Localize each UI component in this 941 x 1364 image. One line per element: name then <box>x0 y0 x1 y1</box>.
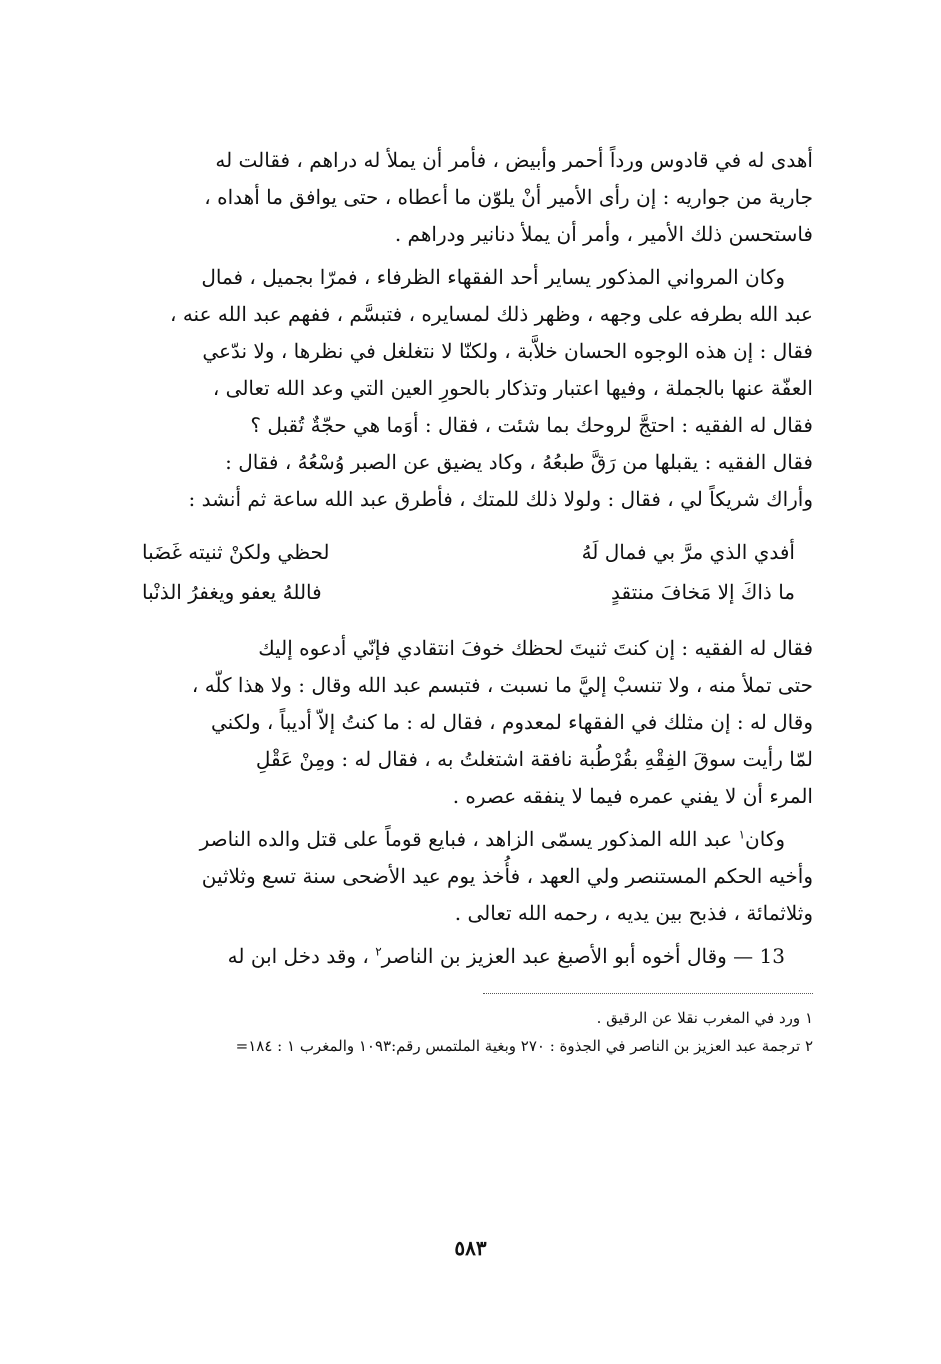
paragraph-zahid <box>108 821 813 932</box>
text-line: وأراك شريكاً لي ، فقال : ولولا ذلك للمتك ، فأطرق عبد الله ساعة ثم أنشد : <box>188 487 813 511</box>
verse-first-hemistich: أفدي الذي مرَّ بي فمال لَهُ <box>581 540 795 564</box>
text-line: عبد الله بطرفه على وجهه ، وظهر ذلك لمسايره ، فتبسَّم ، ففهم عبد الله عنه ، <box>170 302 813 326</box>
paragraph-marwani <box>108 259 813 518</box>
footnote: ٢ ترجمة عبد العزيز بن الناصر في الجذوة : ٢٧٠ وبغية الملتمس رقم:١٠٩٣ والمغرب ١ : ١٨٤= <box>235 1037 813 1055</box>
text-line: فاستحسن ذلك الأمير ، وأمر أن يملأ دنانير ودراهم . <box>394 222 813 246</box>
text-segment: وكان <box>745 827 785 851</box>
paragraph-faqih-reply <box>108 630 813 815</box>
paragraph-gift <box>108 142 813 253</box>
text-line: حتى تملأ منه ، ولا تنسبْ إليَّ ما نسبت ، فتبسم عبد الله وقال : ولا هذا كلّه ، <box>191 673 813 697</box>
footnote-reference[interactable]: ١ <box>738 827 746 842</box>
text-line: لمّا رأيت سوقَ الفِقْهِ بقُرْطُبة نافقة اشتغلتُ به ، فقال له : ومِنْ عَقْلِ <box>255 747 813 771</box>
text-line: وثلاثمائة ، فذبح بين يديه ، رحمه الله تعالى . <box>454 901 813 925</box>
main-text <box>108 142 813 975</box>
footnotes <box>108 1004 813 1060</box>
verse-second-hemistich: فاللهُ يعفو ويغفرُ الذنْبا <box>142 580 322 604</box>
text-line: وأخيه الحكم المستنصر ولي العهد ، فأُخذ يوم عيد الأضحى سنة تسع وثلاثين <box>201 864 813 888</box>
footnote: ١ ورد في المغرب نقلا عن الرقيق . <box>596 1009 813 1027</box>
text-line: فقال له الفقيه : إن كنتَ ثنيتَ لحظك خوفَ انتقادي فإنّي أدعوه إليك <box>258 636 813 660</box>
text-line: المرء أن لا يفني عمره فيما لا ينفقه عصره . <box>452 784 813 808</box>
text-line: وكان المرواني المذكور يساير أحد الفقهاء الظرفاء ، فمرّا بجميل ، فمال <box>201 265 785 289</box>
text-segment: — وقال أخوه أبو الأصبغ عبد العزيز بن الناصر <box>381 944 760 968</box>
verse-first-hemistich: ما ذاكَ إلا مَخافَ منتقدٍ <box>611 580 795 604</box>
text-line: فقال له الفقيه : احتجَّ لروحك بما شئت ، فقال : أوَما هي حجّةٌ تُقبل ؟ <box>250 413 813 437</box>
text-segment: عبد الله المذكور يسمّى الزاهد ، فبايع قوماً على قتل والده الناصر <box>199 827 739 851</box>
poem <box>108 532 813 612</box>
verse-second-hemistich: لحظي ولكنْ ثنيته غَضَبا <box>142 540 330 564</box>
footnote-reference[interactable]: ٢ <box>375 944 382 959</box>
text-segment: ، وقد دخل ابن له <box>227 944 376 968</box>
text-line: فقال الفقيه : يقبلها من رَقَّ طبعُهُ ، وكاد يضيق عن الصبر وُسْعُهُ ، فقال : <box>225 450 813 474</box>
section-13 <box>108 938 813 975</box>
page-number: ٥٨٣ <box>454 1236 487 1260</box>
footnote-divider <box>483 993 813 994</box>
text-line: وقال له : إن مثلك في الفقهاء لمعدوم ، فقال له : ما كنتُ إلاّ أديباً ، ولكني <box>210 710 813 734</box>
text-line: أهدى له في قادوس ورداً أحمر وأبيض ، فأمر أن يملأ له دراهم ، فقالت له <box>215 148 813 172</box>
poem-verse <box>108 532 813 572</box>
text-line: جارية من جواريه : إن رأى الأمير أنْ يلوّن ما أعطاه ، حتى يوافق ما أهداه ، <box>204 185 813 209</box>
section-number: 13 <box>759 944 785 968</box>
text-line: فقال : إن هذه الوجوه الحسان خلاَّبة ، ولكنّا لا نتغلغل في نظرها ، ولا ندّعي <box>202 339 813 363</box>
text-line: العفّة عنها بالجملة ، وفيها اعتبار وتذكار بالحورِ العين التي وعد الله تعالى ، <box>212 376 813 400</box>
poem-verse <box>108 572 813 612</box>
